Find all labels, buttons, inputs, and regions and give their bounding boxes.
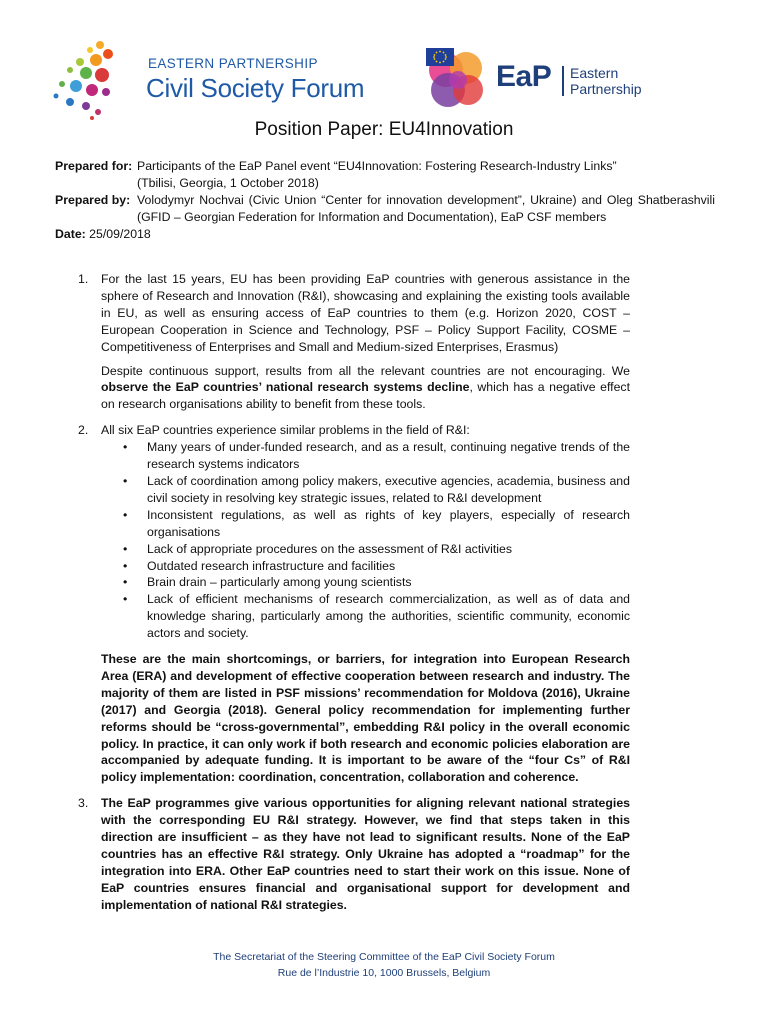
footer-line-2: Rue de l’Industrie 10, 1000 Brussels, Belgium [277,967,491,979]
list-item [101,558,630,575]
page-footer [0,949,768,981]
item3-text-a: The EaP programmes give various opportunities for aligning relevant national strategies with the corresponding EU R&I strategy. However, we find that steps taken in this direction are insufficient – as they have not lead to significant results. None of the EaP countries has an effective R&I strategy. Only Ukraine has adopted a “roadmap” for the integration into ERA. Other EaP countries need to start their work on this issue. [101,796,630,878]
list-item [101,473,630,507]
prepared-for-location: (Tbilisi, Georgia, 1 October 2018) [137,176,319,190]
csf-logo [52,40,372,122]
list-item [101,574,630,591]
item1-para-bold: observe the EaP countries’ national research systems decline [101,380,470,395]
list-item-text: Lack of efficient mechanisms of research commercialization, as well as of data and knowledge sharing, particularly among the authorities, scientific community, economic actors and society. [147,592,630,641]
date-label: Date: [55,227,86,241]
footer-line-1: The Secretariat of the Steering Committee of the EaP Civil Society Forum [213,951,555,963]
problem-list [101,439,630,642]
meta-block [55,158,715,243]
list-item-text: Inconsistent regulations, as well as rights of key players, especially of research organisations [147,507,630,539]
numbered-item-1 [78,271,630,356]
prepared-by-row [55,192,715,226]
eap-logo-subtitle [570,65,642,97]
page-title: Position Paper: EU4Innovation [254,119,514,140]
item3-text-bold: None of EaP countries ensures financial and organisational support for development and implementation of national R&I strategies. [101,863,630,912]
item-text [101,795,630,913]
date-row [55,226,715,243]
prepared-by-value: Volodymyr Nochvai (Civic Union “Center for innovation development”, Ukraine) and Oleg Shatberashvili (GFID – Georgian Federation for Information and Documentation), EaP CSF members [137,193,715,224]
item1-para-text-b: , which has a negative effect on research organisations ability to benefit from these tools. [101,380,630,412]
eap-logo-text: EaP [496,60,552,93]
bullet-icon: • [123,575,128,590]
bullet-icon: • [123,592,128,607]
item2-paragraph: These are the main shortcomings, or barriers, for integration into European Research Area (ERA) and development of effective cooperation between research and industry. The majority of them are listed in PSF missions’ recommendation for Moldova (2016), Ukraine (2017) and Georgia (2018). General policy recommendation for implementing further reforms should be “cross-governmental”, embedding R&I policy in the overall economic policy. In practice, it can only work if both research and economic policies elaboration are accompanied by adequate funding. It is important to be aware of the “four Cs” of R&I policy implementation: coordination, concentration, collaboration and coherence. [101,652,630,785]
item-number: 3. [78,796,89,811]
list-item-text: Lack of coordination among policy makers, executive agencies, academia, business and civil society in resolving key strategic issues, related to R&I development [147,473,630,505]
csf-dots-icon [52,40,144,122]
bullet-icon: • [123,473,128,488]
item-number: 1. [78,272,89,286]
eu-flag-icon [426,48,454,66]
item-text: For the last 15 years, EU has been providing EaP countries with generous assistance in the sphere of Research and Innovation (R&I), showcasing and explaining the existing tools available in EU, as well as ensuring access of EaP countries to them (e.g. Horizon 2020, COST – European Cooperation in Science and Technology, PSF – Policy Support Facility, COSME – Competitiveness of Enterprises and Small and Medium-sized Enterprises, Erasmus) [101,272,630,354]
prepared-for-label: Prepared for: [55,159,133,173]
list-item-text: Many years of under-funded research, and as a result, continuing negative trends of the research systems indicators [147,440,630,472]
list-item-text: Brain drain – particularly among young scientists [147,575,412,590]
prepared-by-label: Prepared by: [55,193,131,207]
list-item [101,439,630,473]
item1-para-text-a: Despite continuous support, results from all the relevant countries are not encouraging. We [101,363,630,378]
list-item-text: Lack of appropriate procedures on the assessment of R&I activities [147,541,512,556]
bullet-icon: • [123,507,128,522]
date-value: 25/09/2018 [89,227,151,241]
list-item [101,541,630,558]
numbered-item-3 [78,795,630,913]
prepared-for-value [137,158,715,192]
list-item [101,507,630,541]
bullet-icon: • [123,440,128,455]
eap-logo-partnership: Partnership [570,81,642,97]
csf-logo-line2: Civil Society Forum [146,73,365,103]
bullet-icon: • [123,541,128,556]
csf-logo-line1: EASTERN PARTNERSHIP [148,56,318,71]
document-body [78,271,630,921]
item-number: 2. [78,423,89,438]
item1-paragraph [101,363,630,414]
eap-logo-divider [562,66,564,96]
bullet-icon: • [123,558,128,573]
eap-logo-eastern: Eastern [570,65,619,81]
item-text: All six EaP countries experience similar problems in the field of R&I: [101,423,470,438]
numbered-item-2 [78,422,630,439]
list-item [101,591,630,642]
list-item-text: Outdated research infrastructure and facilities [147,558,396,573]
prepared-for-text: Participants of the EaP Panel event “EU4Innovation: Fostering Research-Industry Links” [137,159,617,173]
eap-logo [426,48,666,112]
prepared-for-row [55,158,715,192]
